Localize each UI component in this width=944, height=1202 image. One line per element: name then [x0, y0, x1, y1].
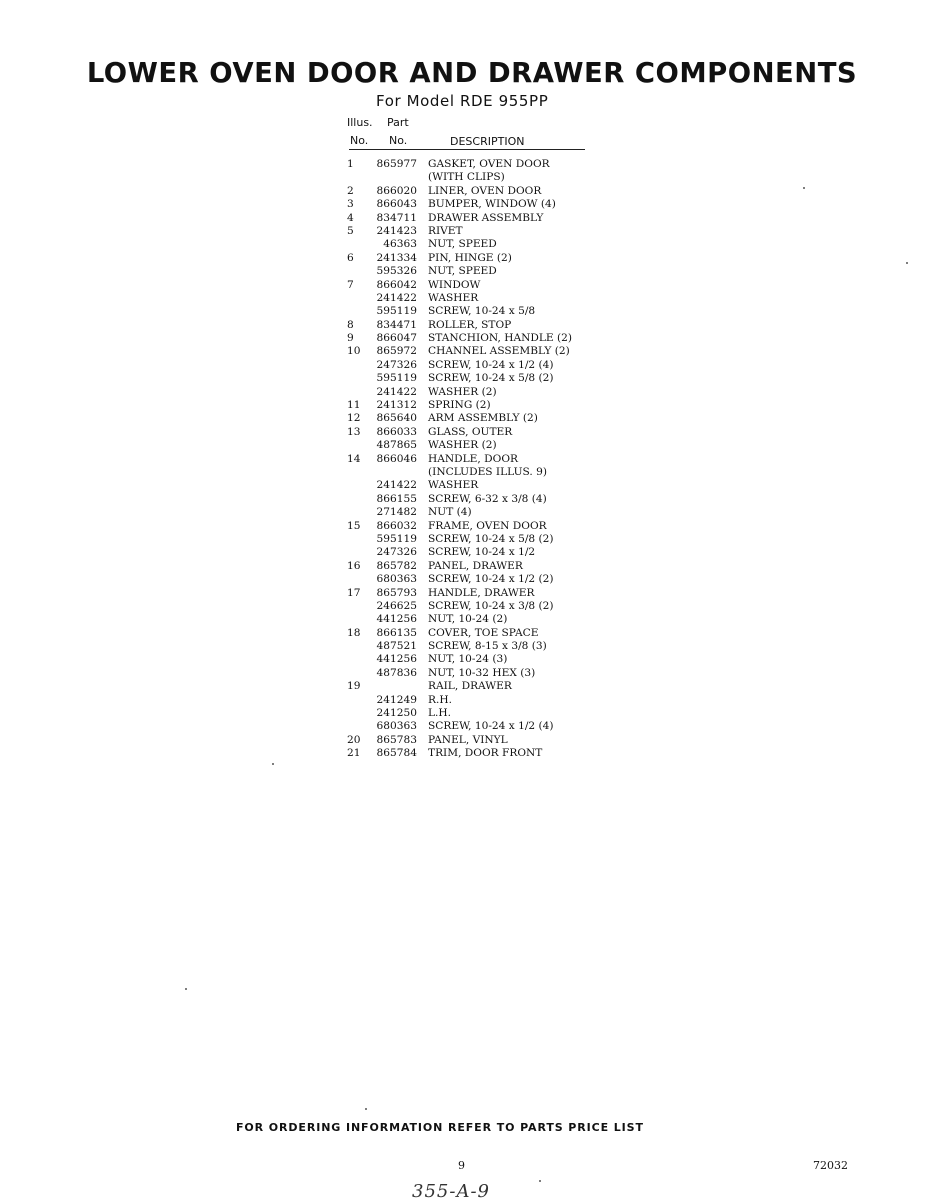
part-description: ARM ASSEMBLY (2) [428, 412, 538, 425]
model-subtitle: For Model RDE 955PP [376, 92, 549, 110]
part-number: 487865 [376, 439, 417, 452]
illus-number: 20 [347, 733, 361, 746]
part-description: SCREW, 10-24 x 5/8 (2) [428, 532, 554, 545]
handwritten-mark: 355-A-9 [412, 1181, 490, 1202]
part-number: 866032 [376, 519, 417, 532]
illus-number: 16 [347, 559, 361, 572]
part-description: NUT, SPEED [428, 265, 497, 278]
part-description: NUT, SPEED [428, 238, 497, 251]
part-number: 271482 [376, 506, 417, 519]
part-description: SPRING (2) [428, 399, 491, 412]
part-number: 680363 [376, 573, 417, 586]
part-number: 595326 [376, 265, 417, 278]
part-number: 247326 [376, 546, 417, 559]
part-description: PIN, HINGE (2) [428, 251, 512, 264]
part-description: RIVET [428, 224, 463, 237]
document-number: 72032 [813, 1159, 848, 1172]
part-number: 680363 [376, 720, 417, 733]
part-description: SCREW, 10-24 x 5/8 [428, 305, 536, 318]
part-number: 834471 [376, 318, 417, 331]
part-number: 865783 [376, 733, 417, 746]
part-number: 866042 [376, 278, 417, 291]
part-description: STANCHION, HANDLE (2) [428, 332, 572, 345]
part-description: BUMPER, WINDOW (4) [428, 198, 556, 211]
illus-number: 5 [347, 224, 354, 237]
part-description: NUT, 10-32 HEX (3) [428, 666, 536, 679]
part-number: 834711 [376, 211, 417, 224]
illus-number: 8 [347, 318, 354, 331]
column-header-part-top: Part [387, 116, 409, 129]
part-number: 865793 [376, 586, 417, 599]
part-description: SCREW, 10-24 x 1/2 (4) [428, 720, 554, 733]
illus-number: 2 [347, 184, 354, 197]
part-number: 441256 [376, 613, 417, 626]
part-description: FRAME, OVEN DOOR [428, 519, 547, 532]
illus-number: 11 [347, 399, 361, 412]
part-number: 595119 [376, 532, 417, 545]
part-number: 246625 [376, 599, 417, 612]
part-description: WASHER (2) [428, 385, 497, 398]
part-number: 595119 [376, 305, 417, 318]
part-description: SCREW, 6-32 x 3/8 (4) [428, 492, 547, 505]
illus-number: 6 [347, 251, 354, 264]
part-description: PANEL, VINYL [428, 733, 508, 746]
illus-number: 14 [347, 452, 361, 465]
part-description: HANDLE, DRAWER [428, 586, 535, 599]
part-description: SCREW, 8-15 x 3/8 (3) [428, 640, 547, 653]
column-header-description: DESCRIPTION [450, 135, 525, 148]
part-description: L.H. [428, 707, 452, 720]
part-description: (WITH CLIPS) [428, 171, 505, 184]
part-number: 866043 [376, 198, 417, 211]
part-number: 595119 [376, 372, 417, 385]
part-description: (INCLUDES ILLUS. 9) [428, 465, 548, 478]
page-number: 9 [458, 1159, 465, 1172]
illus-number: 13 [347, 425, 361, 438]
part-number: 247326 [376, 358, 417, 371]
column-header-illus-no: No. [350, 134, 369, 147]
part-description: PANEL, DRAWER [428, 559, 523, 572]
illus-number: 18 [347, 626, 361, 639]
part-number: 865782 [376, 559, 417, 572]
part-description: SCREW, 10-24 x 3/8 (2) [428, 599, 554, 612]
part-description: TRIM, DOOR FRONT [428, 747, 543, 760]
illus-number: 4 [347, 211, 354, 224]
part-number: 487836 [376, 666, 417, 679]
part-description: COVER, TOE SPACE [428, 626, 539, 639]
part-description: WASHER [428, 479, 479, 492]
part-number: 241422 [376, 385, 417, 398]
part-description: DRAWER ASSEMBLY [428, 211, 544, 224]
illus-number: 10 [347, 345, 361, 358]
part-description: NUT, 10-24 (3) [428, 653, 508, 666]
part-number: 241423 [376, 224, 417, 237]
part-description: SCREW, 10-24 x 1/2 (2) [428, 573, 554, 586]
part-description: GASKET, OVEN DOOR [428, 158, 550, 170]
header-rule [349, 149, 585, 150]
part-number: 865784 [376, 747, 417, 760]
part-number: 241334 [376, 251, 417, 264]
scan-speck [272, 763, 274, 765]
illus-number: 17 [347, 586, 361, 599]
part-number: 241312 [376, 399, 417, 412]
part-description: SCREW, 10-24 x 1/2 [428, 546, 536, 559]
part-number: 487521 [376, 640, 417, 653]
part-description: SCREW, 10-24 x 5/8 (2) [428, 372, 554, 385]
part-description: WASHER (2) [428, 439, 497, 452]
part-number: 241422 [376, 291, 417, 304]
scan-speck [803, 187, 805, 189]
part-number: 241422 [376, 479, 417, 492]
illus-number: 12 [347, 412, 361, 425]
scan-speck [539, 1180, 541, 1182]
part-number: 866020 [376, 184, 417, 197]
column-header-illus-top: Illus. [347, 116, 373, 129]
part-description: NUT, 10-24 (2) [428, 613, 508, 626]
part-description: GLASS, OUTER [428, 425, 513, 438]
part-number: 865977 [376, 158, 417, 170]
part-number: 865972 [376, 345, 417, 358]
part-description: CHANNEL ASSEMBLY (2) [428, 345, 570, 358]
part-number: 865640 [376, 412, 417, 425]
part-number: 46363 [383, 238, 417, 251]
illus-number: 15 [347, 519, 361, 532]
part-description: WASHER [428, 291, 479, 304]
illus-number: 7 [347, 278, 354, 291]
part-description: WINDOW [428, 278, 481, 291]
scan-speck [185, 988, 187, 990]
part-number: 241250 [376, 707, 417, 720]
page-title: LOWER OVEN DOOR AND DRAWER COMPONENTS [86, 56, 858, 89]
illus-number: 21 [347, 747, 361, 760]
part-description: SCREW, 10-24 x 1/2 (4) [428, 358, 554, 371]
part-number: 241249 [376, 693, 417, 706]
illus-number: 1 [347, 158, 354, 170]
part-description: HANDLE, DOOR [428, 452, 518, 465]
part-number: 866155 [376, 492, 417, 505]
part-number: 441256 [376, 653, 417, 666]
part-description: RAIL, DRAWER [428, 680, 512, 693]
part-number: 866033 [376, 425, 417, 438]
part-number: 866046 [376, 452, 417, 465]
column-header-part-no: No. [389, 134, 408, 147]
part-description: LINER, OVEN DOOR [428, 184, 542, 197]
illus-number: 3 [347, 198, 354, 211]
part-description: R.H. [428, 693, 452, 706]
scan-speck [365, 1108, 367, 1110]
part-description: ROLLER, STOP [428, 318, 512, 331]
part-number: 866135 [376, 626, 417, 639]
part-description: NUT (4) [428, 506, 472, 519]
illus-number: 19 [347, 680, 361, 693]
ordering-note: FOR ORDERING INFORMATION REFER TO PARTS PRICE LIST [236, 1121, 644, 1134]
scan-speck [906, 262, 908, 264]
part-number: 866047 [376, 332, 417, 345]
illus-number: 9 [347, 332, 354, 345]
